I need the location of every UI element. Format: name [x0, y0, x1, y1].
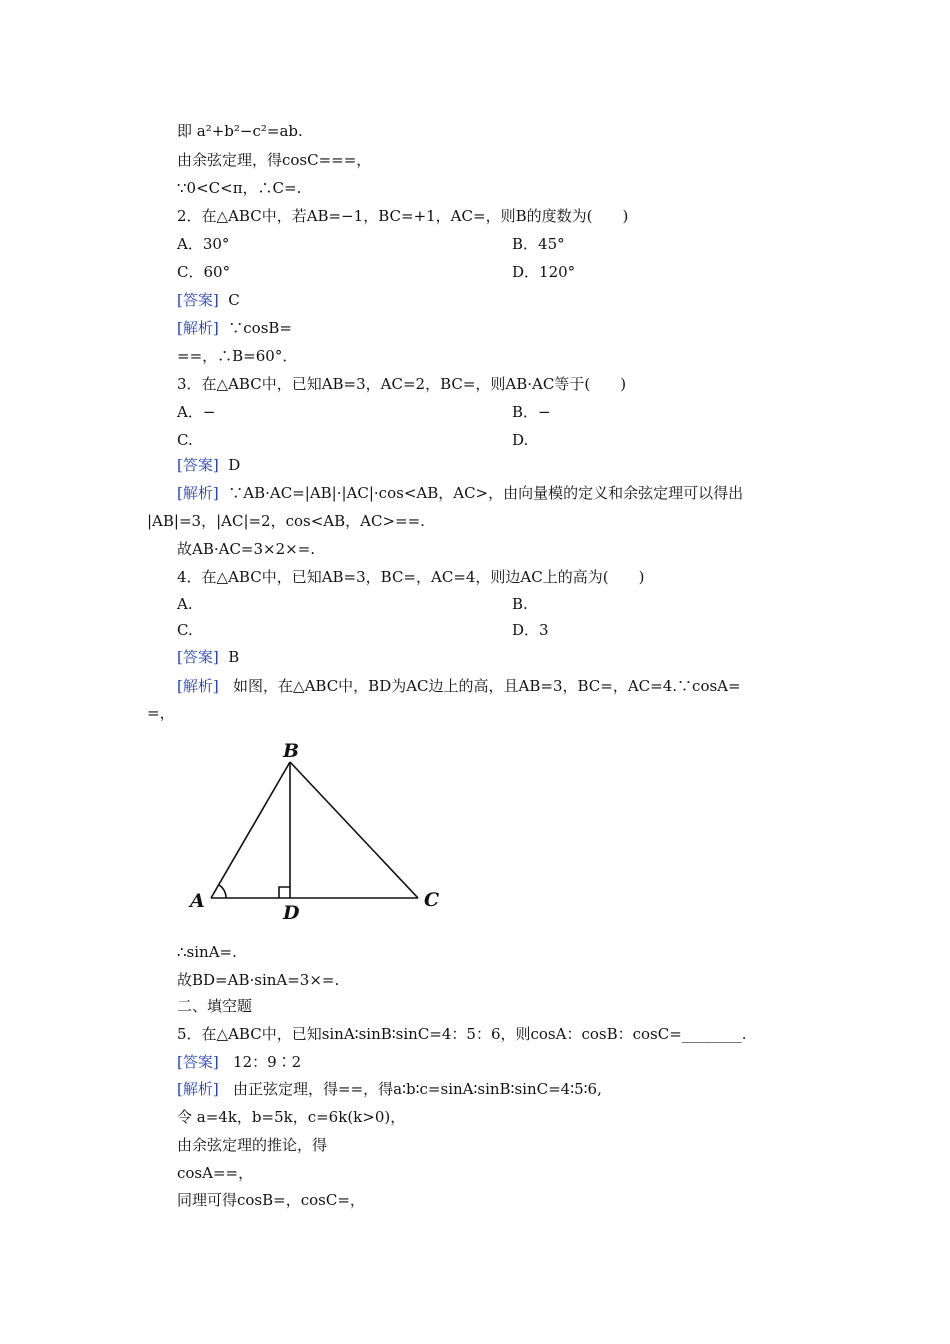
option-a: A. [177, 595, 193, 613]
analysis-text: ∵AB·AC=|AB|·|AC|·cos<AB，AC>，由向量模的定义和余弦定理可以得出 [228, 484, 744, 502]
text-line: =， [147, 704, 175, 722]
analysis-tag: [解析] [177, 319, 219, 337]
option-d: D. [512, 431, 529, 449]
side-ab [211, 762, 290, 898]
answer-value: D [228, 456, 241, 474]
analysis-tag: [解析] [177, 677, 219, 695]
text-line: |AB|=3，|AC|=2，cos<AB，AC>==. [147, 512, 425, 530]
option-c: C. [177, 431, 193, 449]
analysis-tag: [解析] [177, 1080, 219, 1098]
angle-a-arc [219, 885, 226, 898]
answer-line [177, 1052, 301, 1072]
analysis-text: ∵cosB= [228, 319, 292, 337]
answer-value: B [228, 648, 240, 666]
question-4: 4．在△ABC中，已知AB=3，BC=，AC=4，则边AC上的高为( ) [177, 568, 645, 586]
option-d: D．3 [512, 621, 549, 639]
label-b: B [283, 740, 300, 762]
answer-value: 12：9∶2 [233, 1053, 302, 1071]
analysis-line [177, 1079, 602, 1099]
option-a: A．− [177, 403, 216, 421]
text-line: 同理可得cosB=，cosC=， [177, 1191, 365, 1209]
option-c: C. [177, 621, 193, 639]
analysis-line [177, 676, 741, 696]
text-line: 令 a=4k，b=5k，c=6k(k>0)， [177, 1108, 406, 1126]
text-line: 故AB·AC=3×2×=. [177, 540, 316, 558]
text-line: ∵0<C<π，∴C=. [177, 179, 302, 197]
option-b: B．− [512, 403, 551, 421]
text-line: ==，∴B=60°． [177, 347, 298, 365]
label-d: D [283, 902, 300, 924]
label-c: C [424, 889, 440, 911]
answer-line [177, 455, 240, 475]
side-bc [290, 762, 418, 898]
answer-tag: [答案] [177, 648, 219, 666]
option-b: B. [512, 595, 528, 613]
option-d: D．120° [512, 263, 576, 281]
analysis-line [177, 318, 292, 338]
triangle-figure [180, 735, 450, 930]
analysis-text: 由正弦定理，得==，得a∶b∶c=sinA∶sinB∶sinC=4∶5∶6, [233, 1080, 602, 1098]
analysis-tag: [解析] [177, 484, 219, 502]
answer-line [177, 290, 240, 310]
question-2: 2．在△ABC中，若AB=−1，BC=+1，AC=，则B的度数为( ) [177, 207, 629, 225]
label-a: A [190, 890, 205, 912]
option-a: A．30° [177, 235, 230, 253]
analysis-line [177, 483, 743, 503]
option-c: C．60° [177, 263, 231, 281]
text-line: 由余弦定理，得cosC===， [177, 151, 372, 169]
question-3: 3．在△ABC中，已知AB=3，AC=2，BC=，则AB·AC等于( ) [177, 375, 627, 393]
text-line: 故BD=AB·sinA=3×=. [177, 971, 340, 989]
analysis-text: 如图，在△ABC中，BD为AC边上的高，且AB=3，BC=，AC=4.∵cosA= [233, 677, 741, 695]
text-line: ∴sinA=. [177, 943, 237, 961]
question-5: 5．在△ABC中，已知sinA∶sinB∶sinC=4：5：6，则cosA：cosB：cosC=________. [177, 1025, 747, 1043]
section-heading: 二、填空题 [177, 997, 253, 1015]
right-angle-mark [279, 887, 290, 898]
answer-tag: [答案] [177, 1053, 219, 1071]
text-line: 由余弦定理的推论，得 [177, 1136, 328, 1154]
answer-line [177, 647, 239, 667]
answer-value: C [228, 291, 240, 309]
text-line: cosA==， [177, 1164, 254, 1182]
answer-tag: [答案] [177, 456, 219, 474]
answer-tag: [答案] [177, 291, 219, 309]
option-b: B．45° [512, 235, 565, 253]
text-line: 即 a²+b²−c²=ab. [177, 122, 303, 140]
